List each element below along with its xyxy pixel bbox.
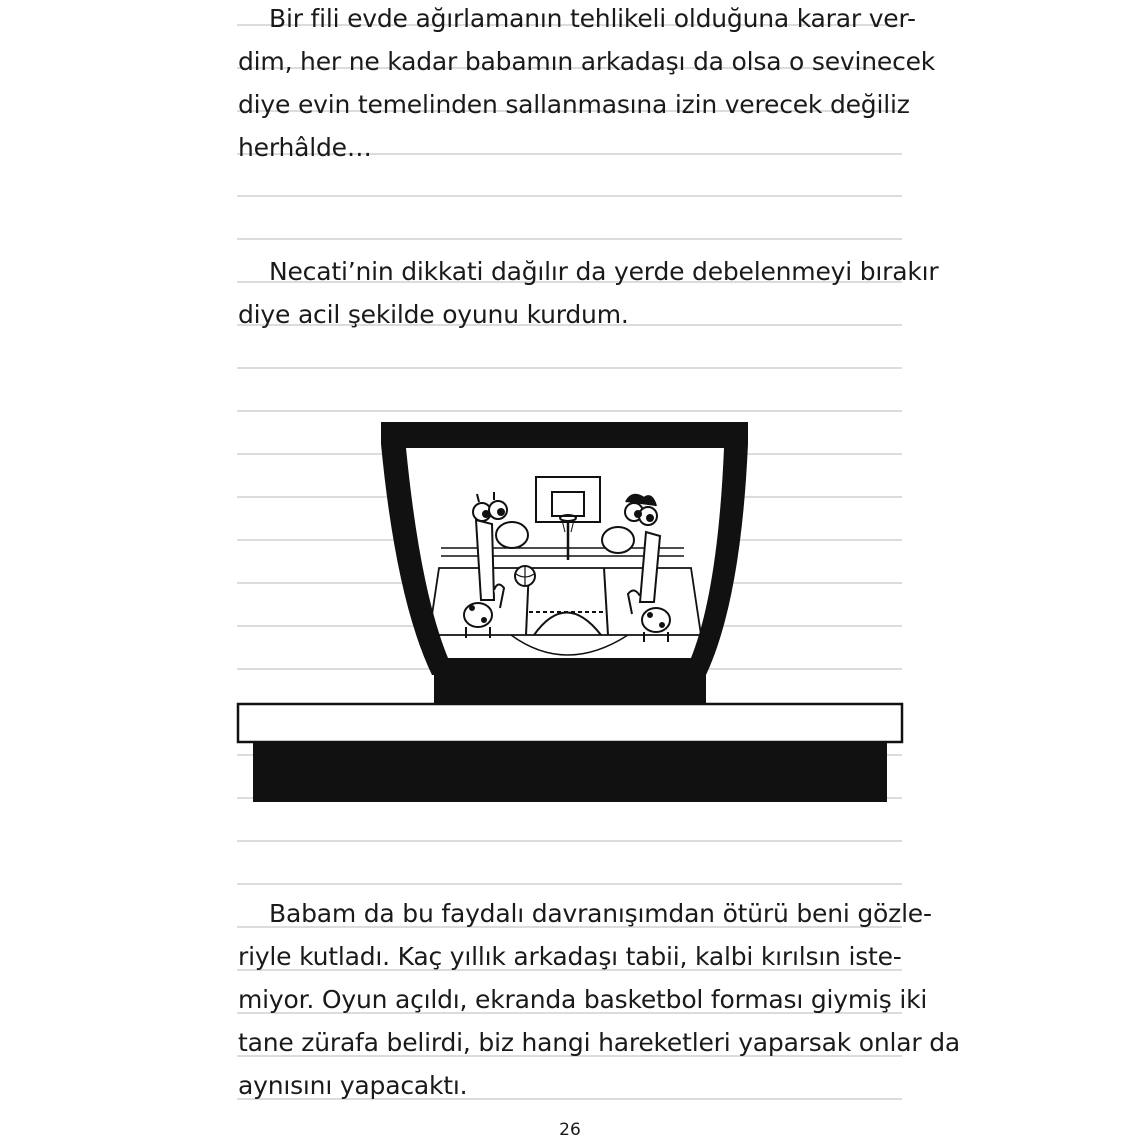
text-line: Necati’nin dikkati dağılır da yerde debelenmeyi bırakır xyxy=(269,257,939,286)
tv-base xyxy=(434,675,706,705)
text-line: Bir fili evde ağırlamanın tehlikeli olduğuna karar ver- xyxy=(269,4,916,33)
ruled-line xyxy=(237,195,902,197)
text-line: aynısını yapacaktı. xyxy=(238,1071,468,1100)
shelf-top xyxy=(238,704,902,742)
text-line: diye acil şekilde oyunu kurdum. xyxy=(238,300,629,329)
text-line: miyor. Oyun açıldı, ekranda basketbol forması giymiş iki xyxy=(238,985,928,1014)
text-line: Babam da bu faydalı davranışımdan ötürü beni gözle- xyxy=(269,899,932,928)
ruled-line xyxy=(237,840,902,842)
ruled-line xyxy=(237,367,902,369)
ruled-line xyxy=(237,410,902,412)
paragraph-2 xyxy=(238,250,939,336)
text-line: herhâlde… xyxy=(238,133,372,162)
text-line: riyle kutladı. Kaç yıllık arkadaşı tabii, kalbi kırılsın iste- xyxy=(238,942,902,971)
ruled-line xyxy=(237,238,902,240)
text-line: tane zürafa belirdi, biz hangi hareketleri yaparsak onlar da xyxy=(238,1028,960,1057)
paragraph-1 xyxy=(238,0,936,169)
ruled-line xyxy=(237,883,902,885)
shelf-front xyxy=(253,742,887,802)
page-number: 26 xyxy=(559,1120,581,1140)
tv-illustration xyxy=(236,420,904,805)
text-line: dim, her ne kadar babamın arkadaşı da olsa o sevinecek xyxy=(238,47,936,76)
paragraph-3 xyxy=(238,892,960,1107)
text-line: diye evin temelinden sallanmasına izin verecek değiliz xyxy=(238,90,910,119)
